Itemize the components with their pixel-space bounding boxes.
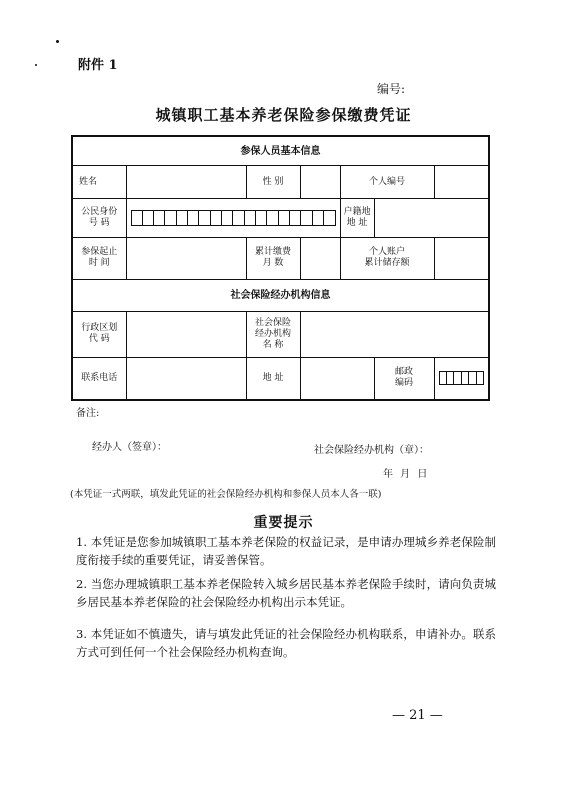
agency-seal-label: 社会保险经办机构（章）：	[314, 445, 429, 456]
attachment-label: 附件 1	[78, 58, 118, 73]
address-label: 地 址	[246, 357, 300, 400]
notice-title: 重要提示	[253, 515, 314, 531]
name-label: 姓名	[72, 166, 126, 199]
region-code-label	[72, 312, 126, 358]
insured-period-field[interactable]	[126, 237, 246, 280]
account-balance-label	[340, 237, 434, 280]
months-label-line1: 累计缴费	[254, 247, 291, 258]
personal-number-field[interactable]	[434, 166, 489, 199]
document-title: 城镇职工基本养老保险参保缴费凭证	[155, 106, 412, 124]
serial-number-label: 编号:	[377, 82, 406, 96]
agency-name-label	[246, 312, 300, 358]
contribution-months-label	[246, 237, 300, 280]
hukou-label-line2: 地 址	[346, 217, 368, 228]
gender-field[interactable]	[300, 166, 340, 199]
notice-item-1: 1. 本凭证是您参加城镇职工基本养老保险的权益记录，是申请办理城乡养老保险制度衔接手续的重要凭证，请妥善保管。	[76, 535, 496, 567]
id-number-label-line1: 公民身份	[81, 206, 118, 217]
personal-number-label: 个人编号	[340, 166, 434, 199]
insured-period-label	[72, 237, 126, 280]
operator-signature-label: 经办人（签章）：	[92, 442, 167, 453]
region-label-line2: 代 码	[88, 334, 110, 345]
period-label-line1: 参保起止	[81, 247, 118, 258]
gender-label: 性 别	[246, 166, 300, 199]
hukou-address-label	[340, 199, 374, 237]
scan-speck	[35, 64, 37, 66]
notice-item-2: 2. 当您办理城镇职工基本养老保险转入城乡居民基本养老保险手续时，请向负责城乡居民基本养老保险的社会保险经办机构出示本凭证。	[76, 577, 496, 609]
postal-digit-boxes[interactable]	[439, 371, 485, 385]
certificate-form-table	[71, 135, 490, 401]
account-label-line1: 个人账户	[368, 247, 405, 258]
postal-label-line1: 邮政	[394, 367, 413, 378]
hukou-address-field[interactable]	[374, 199, 489, 237]
id-number-label	[72, 199, 126, 237]
agency-name-field[interactable]	[300, 312, 489, 358]
agency-label-line2: 经办机构	[254, 328, 291, 339]
postal-label-line2: 编码	[394, 378, 413, 389]
region-code-field[interactable]	[126, 312, 246, 358]
remarks-label: 备注:	[76, 408, 100, 419]
period-label-line2: 时 间	[88, 258, 110, 269]
region-label-line1: 行政区划	[81, 323, 118, 334]
postal-code-field[interactable]	[434, 357, 489, 400]
address-field[interactable]	[300, 357, 374, 400]
agency-label-line3: 名 称	[262, 339, 284, 350]
hukou-label-line1: 户籍地	[343, 206, 371, 217]
notice-item-3: 3. 本凭证如不慎遗失，请与填发此凭证的社会保险经办机构联系，申请补办。联系方式可到任何一个社会保险经办机构查询。	[76, 627, 496, 659]
section-agency-info-header: 社会保险经办机构信息	[72, 280, 489, 312]
id-number-field[interactable]	[126, 199, 340, 237]
months-label-line2: 月 数	[262, 258, 284, 269]
section-personal-info-header: 参保人员基本信息	[72, 136, 489, 166]
account-balance-field[interactable]	[434, 237, 489, 280]
account-label-line2: 累计储存额	[364, 258, 410, 269]
id-number-label-line2: 号 码	[88, 217, 110, 228]
id-digit-boxes[interactable]	[131, 210, 336, 226]
page-number: — 21 —	[392, 708, 443, 723]
date-label: 年 月 日	[383, 469, 430, 480]
postal-code-label	[374, 357, 434, 400]
phone-field[interactable]	[126, 357, 246, 400]
scan-speck	[56, 40, 59, 43]
agency-label-line1: 社会保险	[254, 317, 291, 328]
copies-note: (本凭证一式两联，填发此凭证的社会保险经办机构和参保人员本人各一联)	[70, 489, 382, 500]
name-field[interactable]	[126, 166, 246, 199]
contribution-months-field[interactable]	[300, 237, 340, 280]
phone-label: 联系电话	[72, 357, 126, 400]
